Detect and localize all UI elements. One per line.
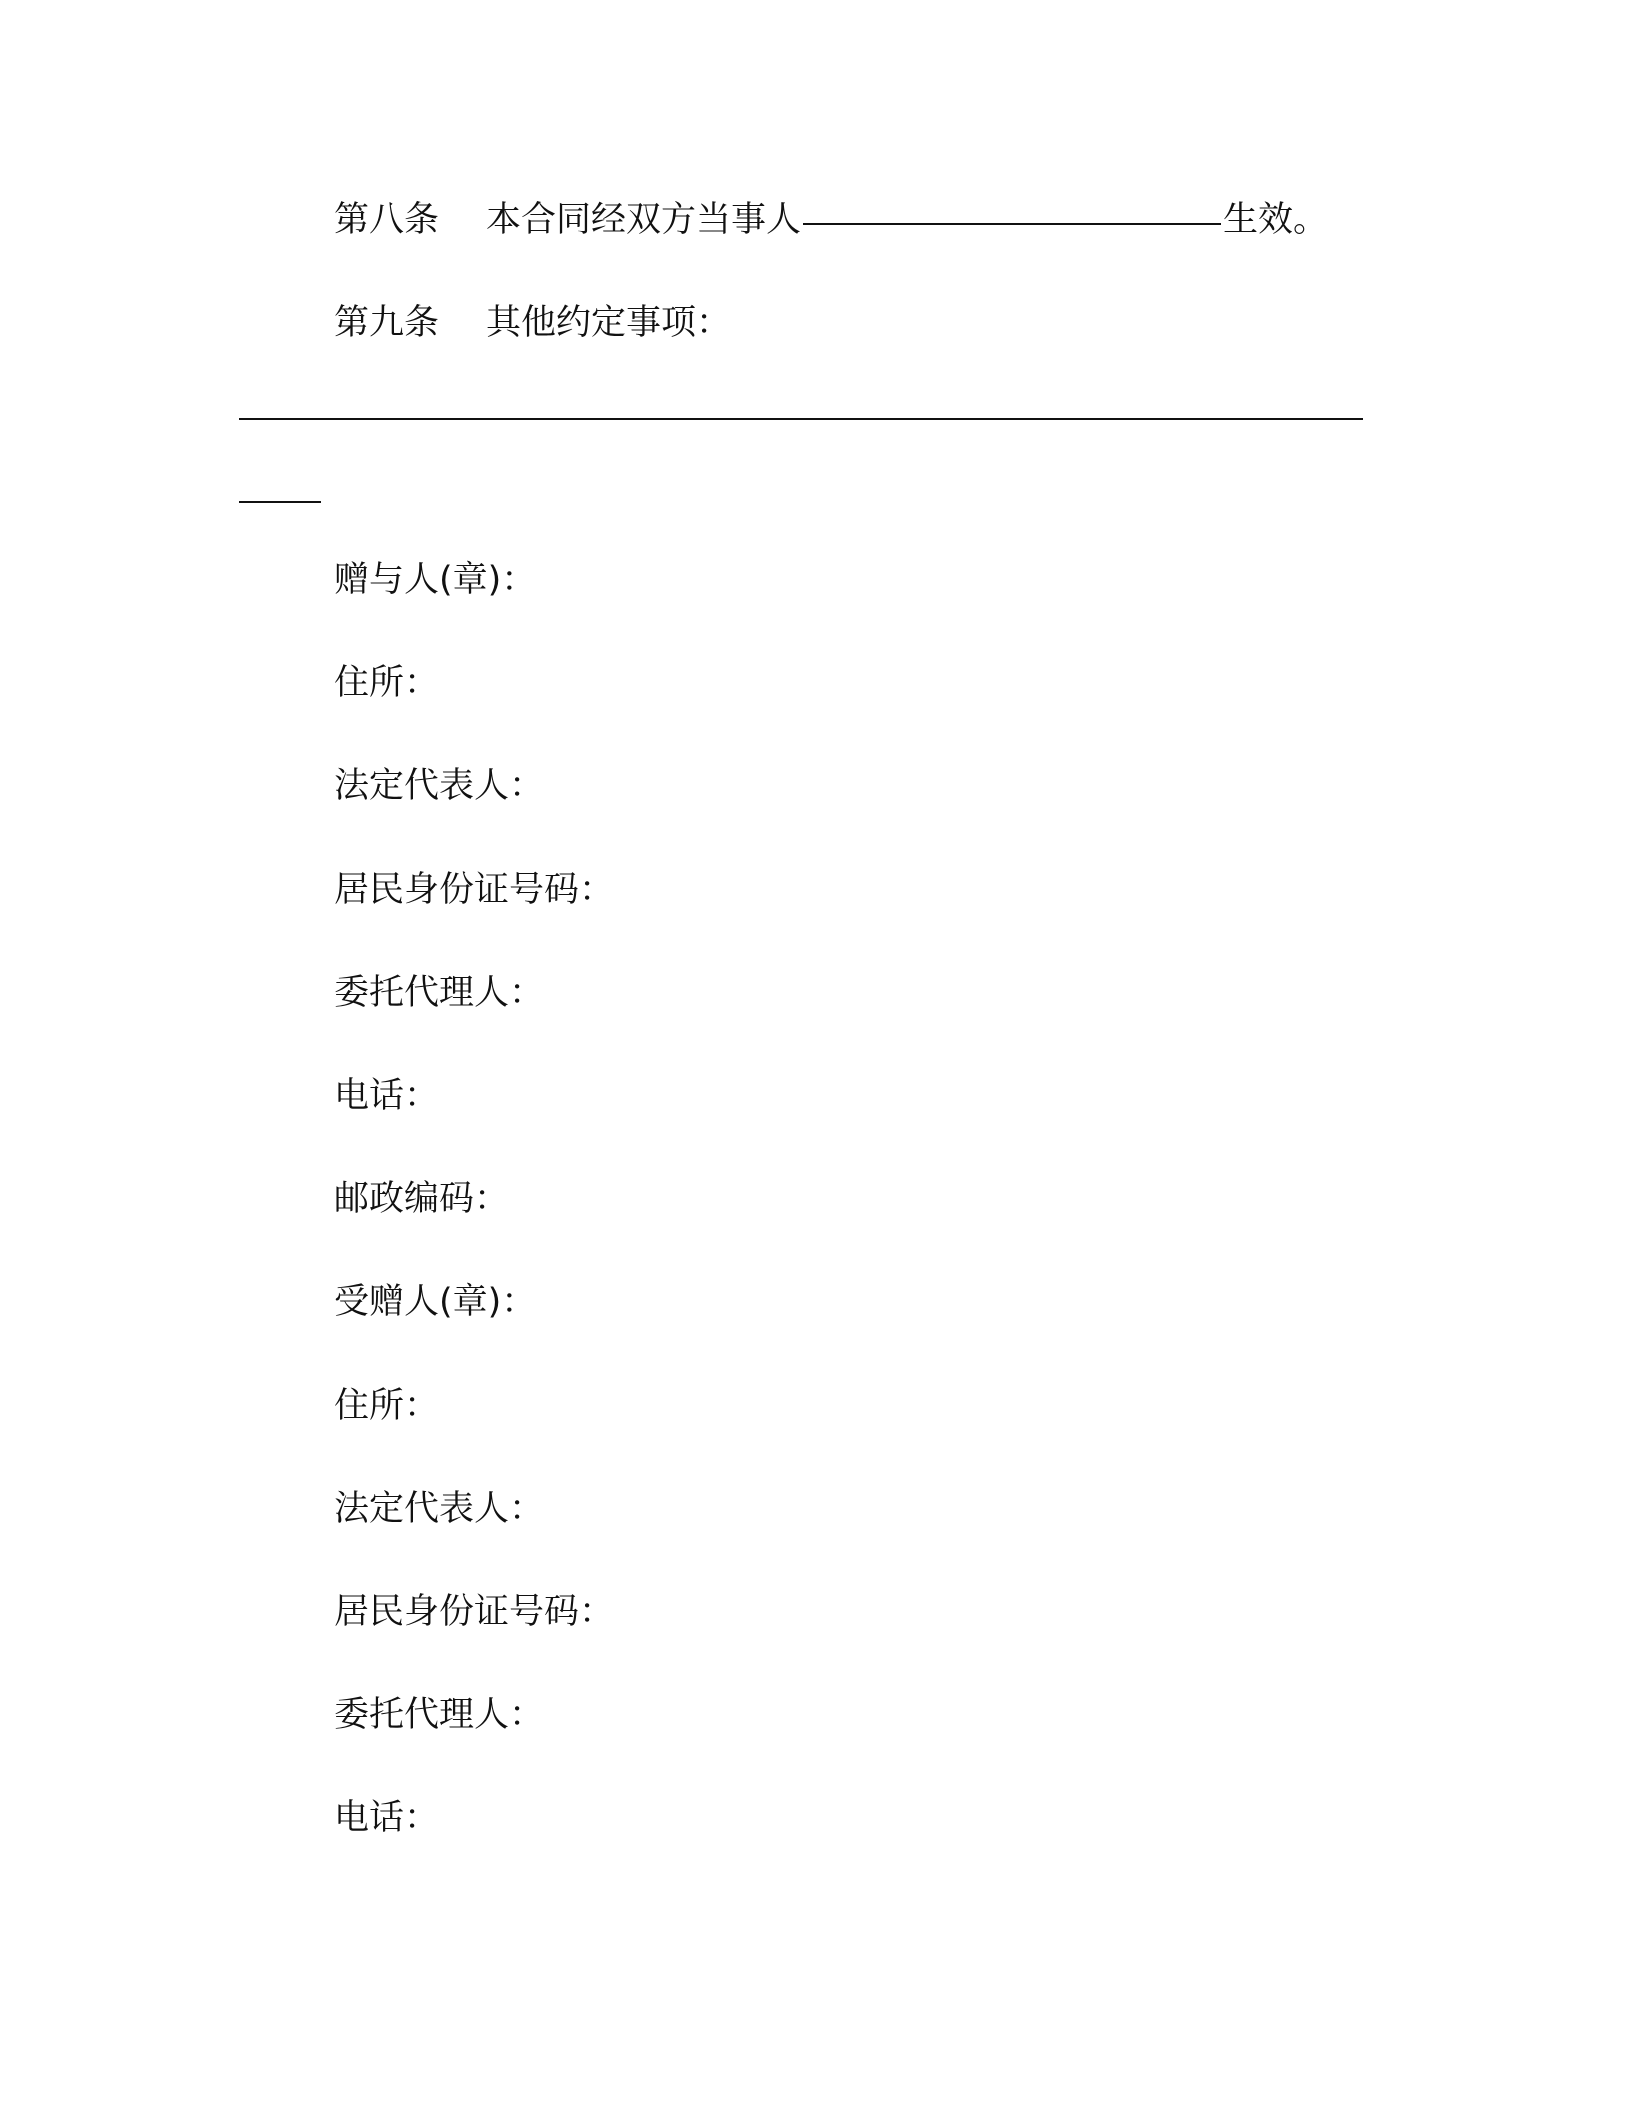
donor-agent-label: 委托代理人： [334,973,545,1013]
donee-legal-rep-label: 法定代表人： [334,1489,545,1529]
article-nine-number: 第九条 [334,303,440,343]
donor-id-number-label: 居民身份证号码： [334,870,615,910]
donee-address-label: 住所： [334,1386,440,1426]
donor-postal-code-label: 邮政编码： [334,1179,510,1219]
article-eight-suffix: 生效。 [1223,200,1329,240]
donee-id-number-label: 居民身份证号码： [334,1592,615,1632]
other-matters-blank-line-2[interactable] [239,501,321,503]
effective-condition-blank[interactable] [803,223,1221,225]
donor-seal-label: 赠与人(章)： [334,560,537,600]
donor-address-label: 住所： [334,663,440,703]
article-eight [334,196,1328,244]
donee-agent-label: 委托代理人： [334,1695,545,1735]
donor-phone-label: 电话： [334,1076,440,1116]
article-nine-text: 其他约定事项： [486,303,732,343]
article-eight-number: 第八条 [334,200,440,240]
donee-seal-label: 受赠人(章)： [334,1282,537,1322]
donor-legal-rep-label: 法定代表人： [334,766,545,806]
other-matters-blank-line-1[interactable] [239,418,1363,420]
article-eight-text: 本合同经双方当事人 [486,200,802,240]
donee-phone-label: 电话： [334,1798,440,1838]
article-nine [334,299,731,347]
